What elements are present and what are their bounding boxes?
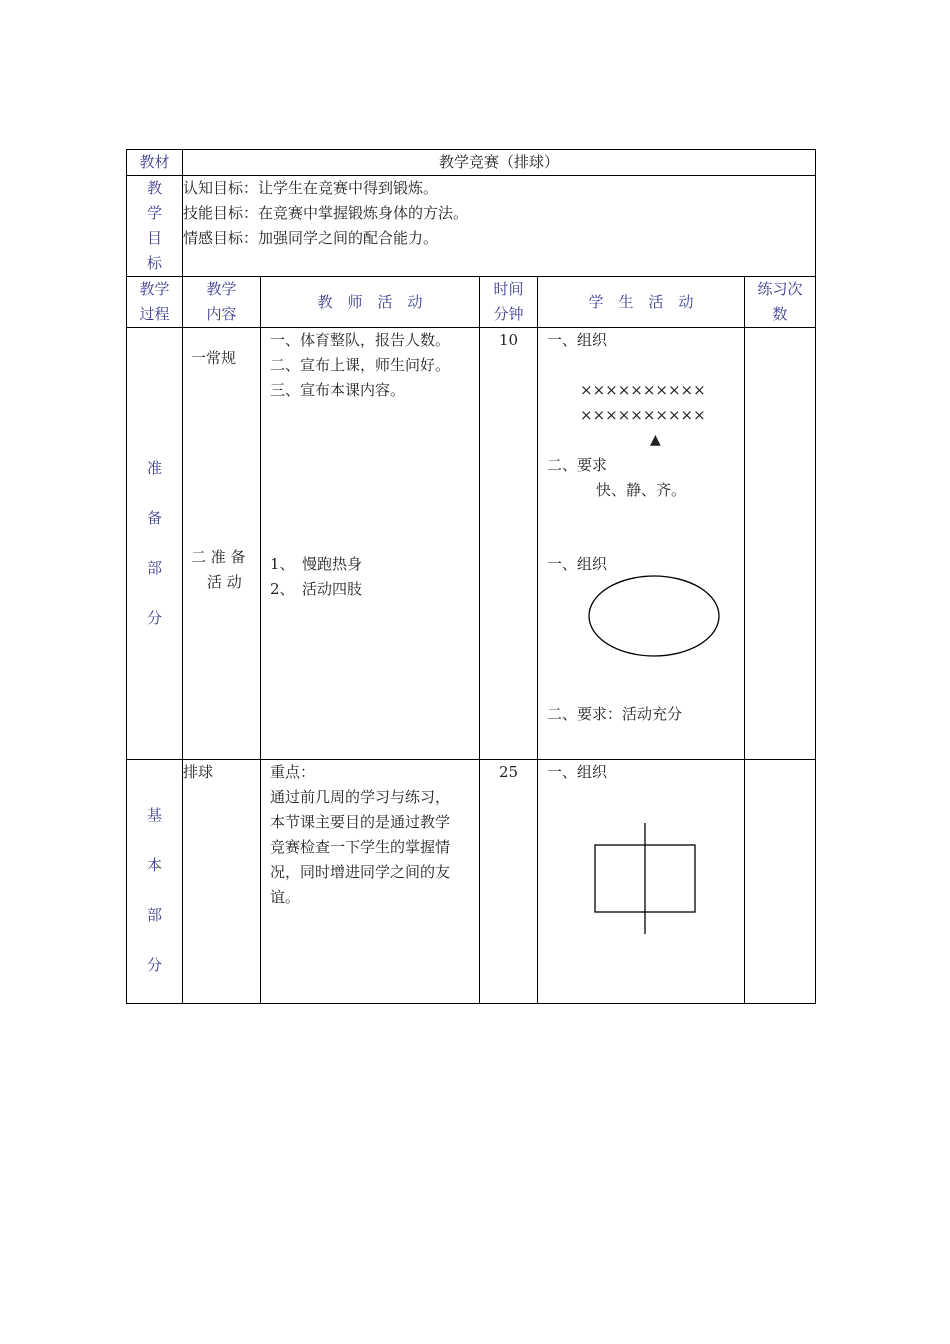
main-student-activity [538, 760, 745, 1004]
time-header-line: 分钟 [493, 305, 524, 323]
student-activity-header: 学 生 活 动 [538, 277, 745, 328]
teacher-position-marker: ▲ [650, 432, 661, 448]
organize-label: 一、组织 [547, 763, 608, 781]
prep-label-char: 分 [146, 609, 162, 627]
material-row [127, 150, 816, 176]
goals-label-char: 学 [146, 204, 162, 222]
warmup-item-line1: 二 准 备 [191, 548, 246, 566]
process-header [127, 277, 183, 328]
requirement-label: 二、要求：活动充分 [547, 705, 683, 723]
prep-label [127, 328, 183, 760]
main-teacher-activity [261, 760, 480, 1004]
prep-label-char: 部 [146, 559, 162, 577]
key-points-line: 况，同时增进同学之间的友 [270, 863, 451, 881]
material-label: 教材 [127, 150, 183, 176]
routine-item: 一常规 [191, 349, 237, 367]
prep-teacher-activity [261, 328, 480, 760]
content-header-line: 内容 [206, 305, 237, 323]
goals-label [127, 176, 183, 277]
requirement-detail: 快、静、齐。 [596, 481, 687, 499]
teacher-step: 三、宣布本课内容。 [270, 381, 406, 399]
goals-label-char: 目 [146, 229, 162, 247]
main-section-row [127, 760, 816, 1004]
teacher-step: 一、体育整队，报告人数。 [270, 331, 451, 349]
warmup-step: 2、 活动四肢 [270, 580, 363, 598]
time-header-line: 时间 [493, 280, 524, 298]
main-label [127, 760, 183, 1004]
key-points [261, 760, 479, 910]
main-label-char: 基 [146, 806, 162, 824]
goals-text [183, 176, 816, 277]
material-value: 教学竞赛（排球） [183, 150, 816, 176]
teacher-activity-header: 教 师 活 动 [261, 277, 480, 328]
emotional-goal: 情感目标：加强同学之间的配合能力。 [183, 229, 439, 247]
practice-count-header [745, 277, 816, 328]
process-header-line: 过程 [139, 305, 170, 323]
organize-label: 一、组织 [547, 331, 608, 349]
prep-content [183, 328, 261, 760]
warmup-step: 1、 慢跑热身 [270, 555, 363, 573]
key-points-line: 竞赛检查一下学生的掌握情 [270, 838, 451, 856]
student-row: ×××××××××× [580, 381, 706, 399]
column-header-row [127, 277, 816, 328]
key-points-line: 通过前几周的学习与练习， [270, 788, 451, 806]
prep-label-char: 备 [146, 509, 162, 527]
practice-count-header-line: 练习次 [757, 280, 803, 298]
goals-row [127, 176, 816, 277]
practice-count-header-line: 数 [772, 305, 788, 323]
circle-formation-diagram [586, 573, 722, 659]
lesson-plan-table [126, 149, 816, 1004]
key-points-line: 本节课主要目的是通过教学 [270, 813, 451, 831]
main-time: 25 [480, 760, 538, 1004]
warmup-item-line2: 活 动 [207, 573, 242, 591]
process-header-line: 教学 [139, 280, 170, 298]
key-points-title: 重点： [270, 763, 316, 781]
organize-label: 一、组织 [547, 555, 608, 573]
circle-formation-ellipse [589, 576, 719, 656]
goals-label-char: 教 [146, 179, 162, 197]
prep-student-activity [538, 328, 745, 760]
main-label-char: 部 [146, 906, 162, 924]
cognitive-goal: 认知目标：让学生在竞赛中得到锻炼。 [183, 179, 439, 197]
goals-label-char: 标 [146, 254, 162, 272]
prep-label-char: 准 [146, 459, 162, 477]
requirement-label: 二、要求 [547, 456, 608, 474]
skill-goal: 技能目标：在竞赛中掌握锻炼身体的方法。 [183, 204, 469, 222]
content-header [183, 277, 261, 328]
main-label-char: 分 [146, 956, 162, 974]
teacher-step: 二、宣布上课，师生问好。 [270, 356, 451, 374]
warmup-steps [270, 552, 362, 602]
prep-time: 10 [480, 328, 538, 760]
time-header [480, 277, 538, 328]
content-header-line: 教学 [206, 280, 237, 298]
student-row: ×××××××××× [580, 406, 706, 424]
volleyball-court-diagram [593, 822, 697, 936]
main-label-char: 本 [146, 856, 162, 874]
prep-practice-count [745, 328, 816, 760]
teacher-steps [270, 328, 450, 403]
key-points-line: 谊。 [270, 888, 301, 906]
main-practice-count [745, 760, 816, 1004]
main-content: 排球 [183, 760, 261, 1004]
prep-section-row [127, 328, 816, 760]
